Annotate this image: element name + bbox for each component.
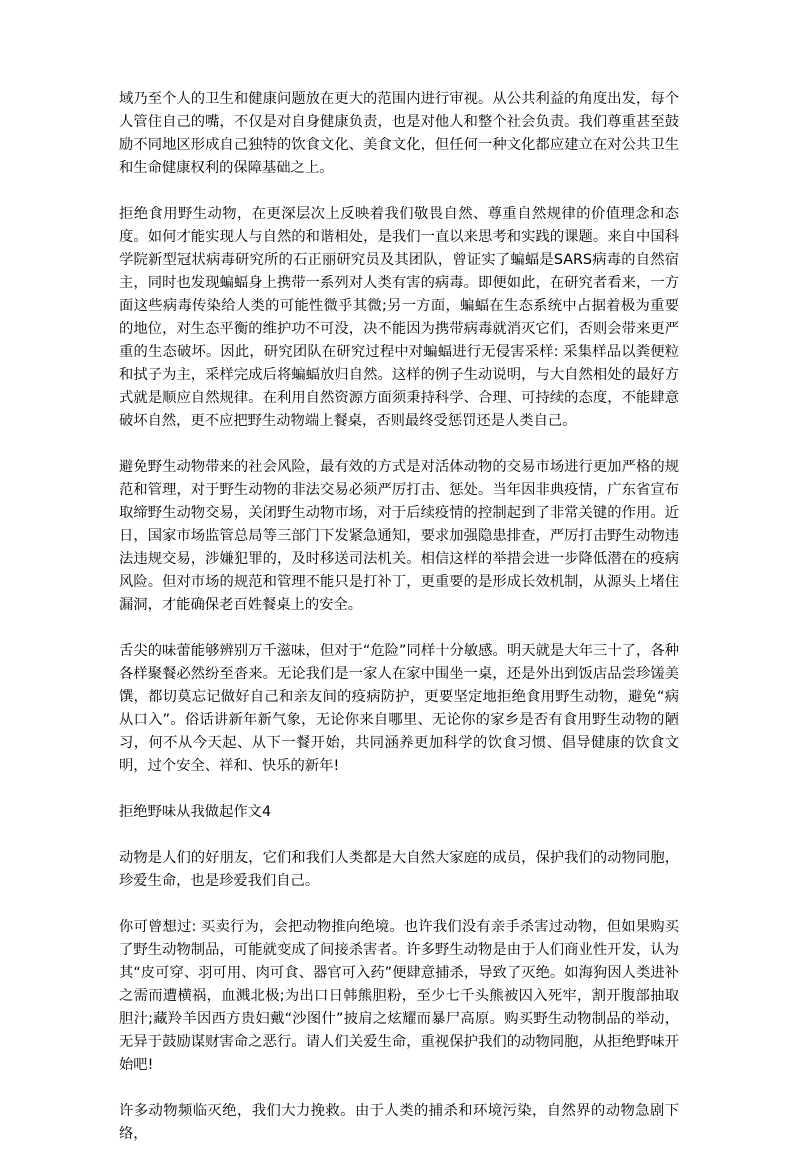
paragraph-public-health: 域乃至个人的卫生和健康问题放在更大的范围内进行审视。从公共利益的角度出发，每个人管住自己的嘴，不仅是对自身健康负责，也是对他人和整个社会负责。我们尊重甚至鼓励不同地区形成自己独特的饮食文化、美食文化，但任何一种文化都应建立在对公共卫生和生命健康权利的保障基础之上。 — [119, 91, 679, 176]
paragraph-animals-friends: 动物是人们的好朋友，它们和我们人类都是大自然大家庭的成员，保护我们的动物同胞，珍爱生命，也是珍爱我们自己。 — [119, 850, 679, 889]
paragraph-trade-harm: 你可曾想过: 买卖行为，会把动物推向绝境。也许我们没有亲手杀害过动物，但如果购买了野生动物制品，可能就变成了间接杀害者。许多野生动物是由于人们商业性开发，认为其“皮可穿、羽可用、肉可食、器官可入药”便肆意捕杀，导致了灭绝。如海狗因人类进补之需而遭横祸，血溅北极;为出口日韩熊胆粉，至少七千头熊被囚入死牢，割开腹部抽取胆汁;藏羚羊因西方贵妇戴“沙图什”披肩之炫耀而暴尸高原。购买野生动物制品的举动，无异于鼓励谋财害命之恶行。请人们关爱生命，重视保护我们的动物同胞，从拒绝野味开始吧! — [119, 919, 679, 1073]
paragraph-new-year: 舌尖的味蕾能够辨别万千滋味，但对于“危险”同样十分敏感。明天就是大年三十了，各种各样聚餐必然纷至沓来。无论我们是一家人在家中围坐一桌，还是外出到饭店品尝珍馐美馔，都切莫忘记做好自己和亲友间的疫病防护，更要坚定地拒绝食用野生动物，避免“病从口入”。俗话讲新年新气象，无论你来自哪里、无论你的家乡是否有食用野生动物的陋习，何不从今天起、从下一餐开始，共同涵养更加科学的饮食习惯、倡导健康的饮食文明，过个安全、祥和、快乐的新年! — [119, 643, 679, 774]
document-page — [119, 88, 679, 1169]
paragraph-extinction: 许多动物频临灭绝，我们大力挽救。由于人类的捕杀和环境污染，自然界的动物急剧下络， — [119, 1103, 679, 1142]
paragraph-respect-nature: 拒绝食用野生动物，在更深层次上反映着我们敬畏自然、尊重自然规律的价值理念和态度。如何才能实现人与自然的和谐相处，是我们一直以来思考和实践的课题。来自中国科学院新型冠状病毒研究所的石正丽研究员及其团队，曾证实了蝙蝠是SARS病毒的自然宿主，同时也发现蝙蝠身上携带一系列对人类有害的病毒。即便如此，在研究者看来，一方面这些病毒传染给人类的可能性微乎其微;另一方面，蝙蝠在生态系统中占据着极为重要的地位，对生态平衡的维护功不可没，决不能因为携带病毒就消灭它们，否则会带来更严重的生态破坏。因此，研究团队在研究过程中对蝙蝠进行无侵害采样: 采集样品以粪便粒和拭子为主，采样完成后将蝙蝠放归自然。这样的例子生动说明，与大自然相处的最好方式就是顺应自然规律。在利用自然资源方面须秉持科学、合理、可持续的态度，不能肆意破坏自然，更不应把野生动物端上餐桌，否则最终受惩罚还是人类自己。 — [119, 206, 679, 429]
paragraph-market-regulation: 避免野生动物带来的社会风险，最有效的方式是对活体动物的交易市场进行更加严格的规范和管理，对于野生动物的非法交易必须严厉打击、惩处。当年因非典疫情，广东省宣布取缔野生动物交易，关闭野生动物市场，对于后续疫情的控制起到了非常关键的作用。近日，国家市场监管总局等三部门下发紧急通知，要求加强隐患排查，严厉打击野生动物违法违规交易，涉嫌犯罪的，及时移送司法机关。相信这样的举措会进一步降低潜在的疫病风险。但对市场的规范和管理不能只是打补丁，更重要的是形成长效机制，从源头上堵住漏洞，才能确保老百姓餐桌上的安全。 — [119, 459, 679, 613]
essay-heading: 拒绝野味从我做起作文4 — [119, 804, 272, 820]
